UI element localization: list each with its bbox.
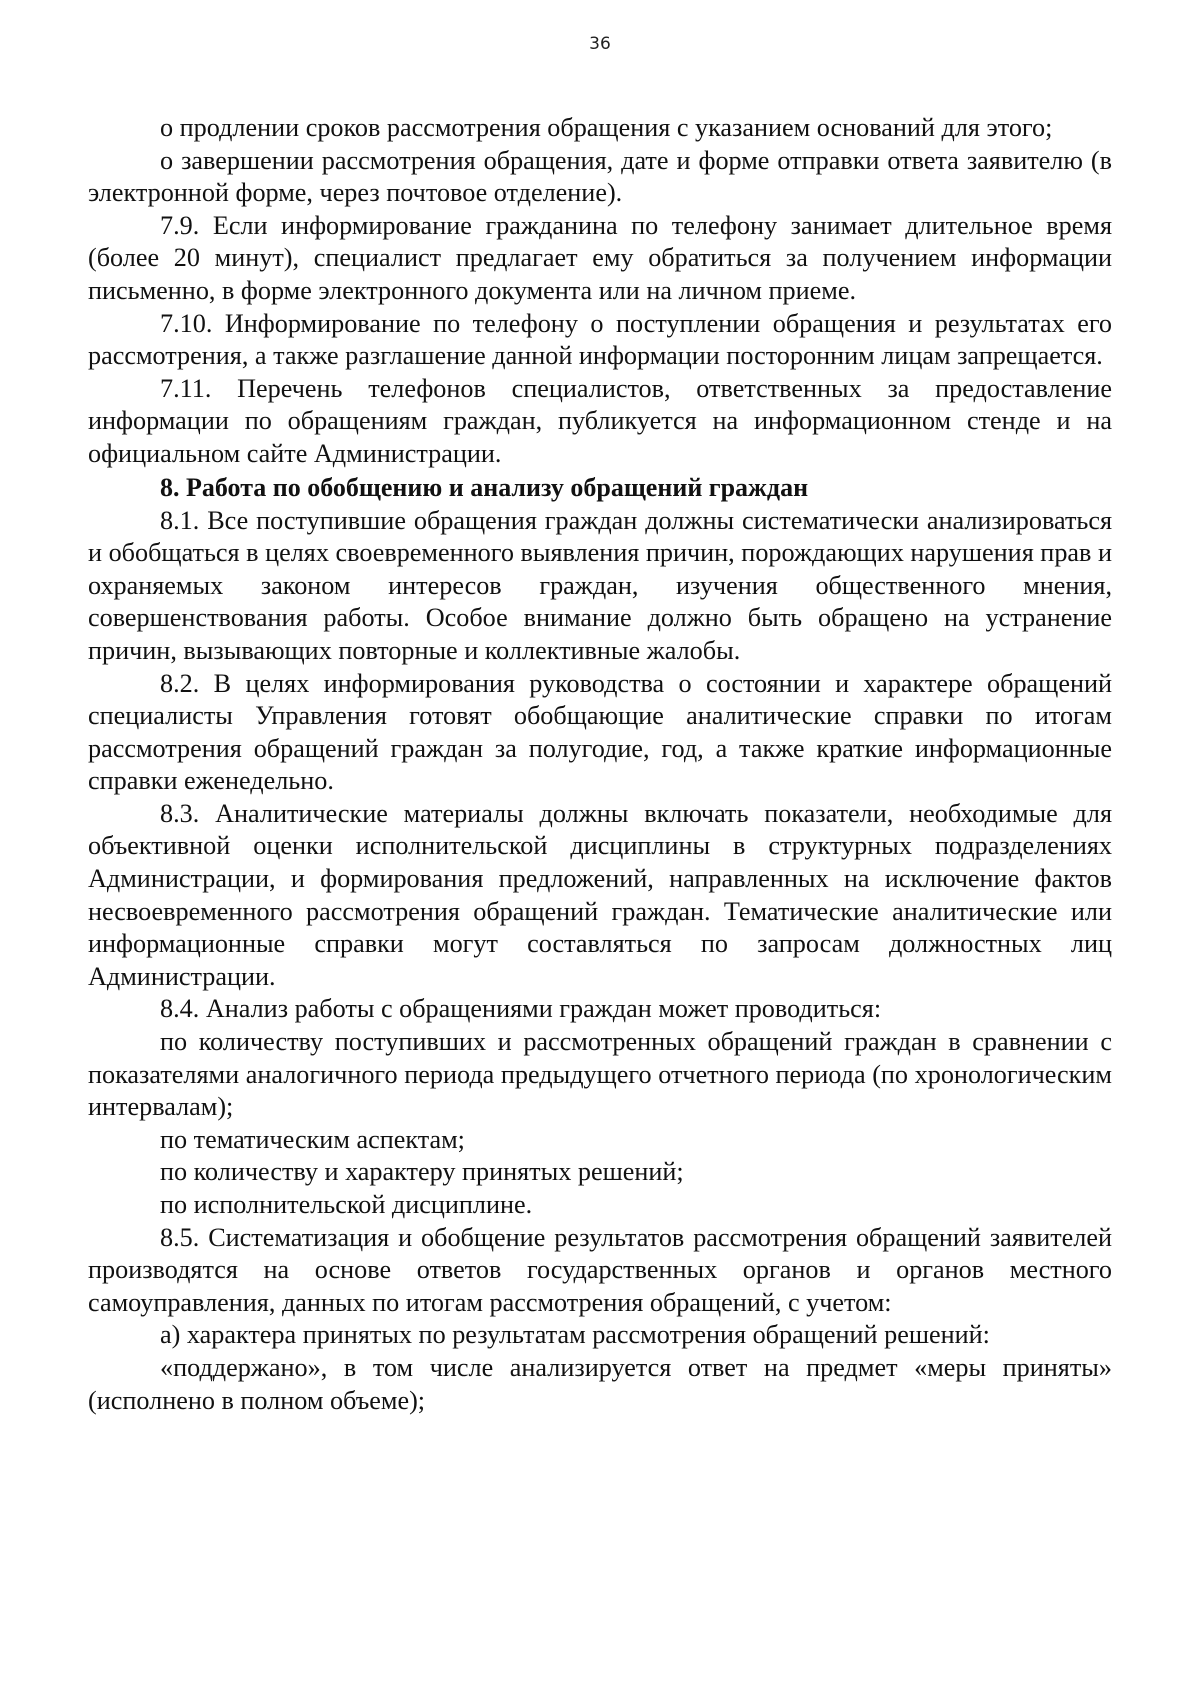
paragraph: 7.9. Если информирование гражданина по телефону занимает длительное время (более 20 минут), специалист предлагает ему обратиться за получением информации письменно, в форме электронного документа или на личном приеме. [88,210,1112,305]
paragraph: «поддержано», в том числе анализируется ответ на предмет «меры приняты» (исполнено в полном объеме); [88,1352,1112,1415]
list-item: по исполнительской дисциплине. [160,1190,533,1219]
paragraph: 8.4. Анализ работы с обращениями граждан может проводиться: [160,994,882,1024]
list-item: по количеству и характеру принятых решений; [160,1157,684,1187]
paragraph: о завершении рассмотрения обращения, дате и форме отправки ответа заявителю (в электронной форме, через почтовое отделение). [88,145,1112,208]
paragraph: 7.11. Перечень телефонов специалистов, ответственных за предоставление информации по обращениям граждан, публикуется на информационном стенде и на официальном сайте Администрации. [88,373,1112,468]
paragraph: 8.3. Аналитические материалы должны включать показатели, необходимые для объективной оценки исполнительской дисциплины в структурных подразделениях Администрации, и формирования предложений, направленных на исключение фактов несвоевременного рассмотрения обращений граждан. Тематические аналитические или информационные справки могут составляться по запросам должностных лиц Администрации. [88,798,1112,991]
paragraph: о продлении сроков рассмотрения обращения с указанием оснований для этого; [160,113,1053,142]
paragraph: 7.10. Информирование по телефону о поступлении обращения и результатах его рассмотрения, а также разглашение данной информации посторонним лицам запрещается. [88,308,1112,371]
list-item: по количеству поступивших и рассмотренных обращений граждан в сравнении с показателями аналогичного периода предыдущего отчетного периода (по хронологическим интервалам); [88,1027,1112,1122]
paragraph: 8.2. В целях информирования руководства о состоянии и характере обращений специалисты Управления готовят обобщающие аналитические справки по итогам рассмотрения обращений граждан за полугодие, год, а также краткие информационные справки еженедельно. [88,668,1112,796]
paragraph: 8.5. Систематизация и обобщение результатов рассмотрения обращений заявителей производятся на основе ответов государственных органов и органов местного самоуправления, данных по итогам рассмотрения обращений, с учетом: [88,1222,1112,1317]
section-heading: 8. Работа по обобщению и анализу обращений граждан [160,472,809,502]
page-number: 36 [589,34,611,54]
document-body [88,112,1112,1417]
paragraph: 8.1. Все поступившие обращения граждан должны систематически анализироваться и обобщаться в целях своевременного выявления причин, порождающих нарушения прав и охраняемых законом интересов граждан, изучения общественного мнения, совершенствования работы. Особое внимание должно быть обращено на устранение причин, вызывающих повторные и коллективные жалобы. [88,505,1112,665]
list-item: по тематическим аспектам; [160,1124,465,1154]
paragraph: а) характера принятых по результатам рассмотрения обращений решений: [160,1320,990,1350]
